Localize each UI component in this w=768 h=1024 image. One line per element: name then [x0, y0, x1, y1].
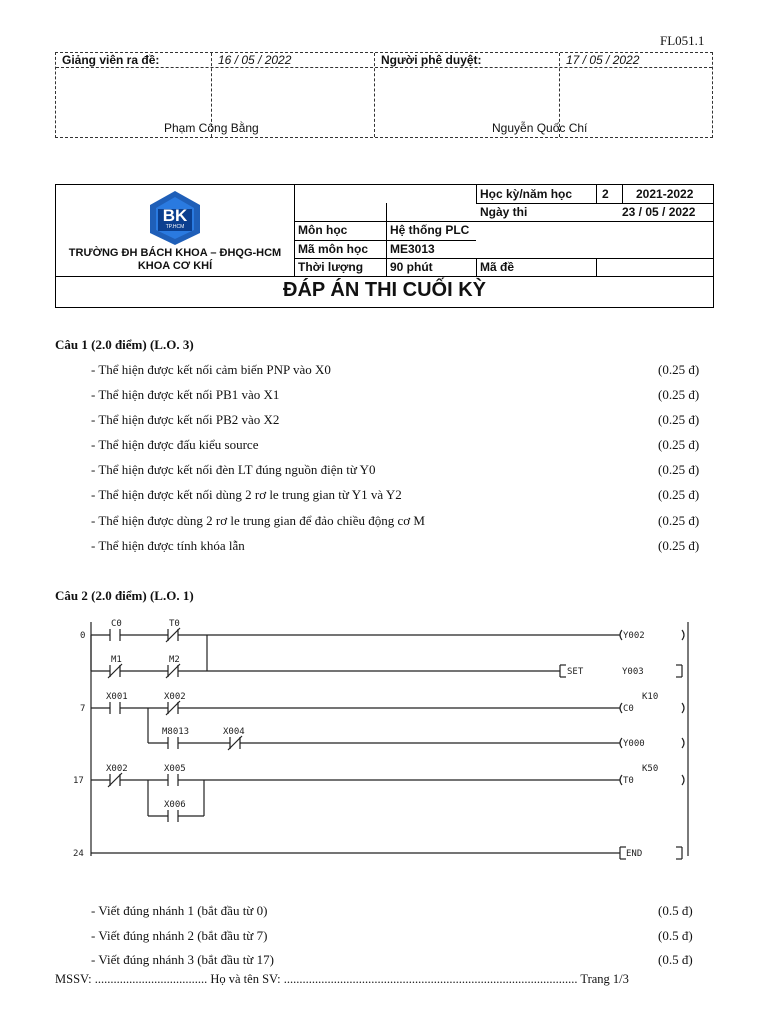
faculty-name: KHOA CƠ KHÍ: [137, 260, 213, 272]
step-number: 0: [80, 631, 86, 641]
exam-code-label: Mã đề: [480, 260, 515, 274]
document-code: FL051.1: [660, 33, 705, 48]
step-number: 17: [73, 776, 84, 786]
contact-m2: M2: [169, 655, 180, 665]
contact-t0: T0: [169, 619, 180, 629]
lecturer-name: Phạm Công Bằng: [164, 121, 259, 135]
university-name: TRƯỜNG ĐH BÁCH KHOA – ĐHQG-HCM: [68, 247, 282, 259]
contact-x005: X005: [164, 764, 186, 774]
lecturer-date: 16 / 05 / 2022: [218, 53, 292, 67]
q1-points: (0.25 đ): [658, 412, 700, 427]
q1-item: - Thể hiện được dùng 2 rơ le trung gian để đảo chiều động cơ M: [91, 513, 425, 528]
q1-item: - Thể hiện được kết nối PB2 vào X2: [91, 412, 280, 427]
q1-points: (0.25 đ): [658, 387, 700, 402]
approver-date: 17 / 05 / 2022: [566, 53, 640, 67]
exam-header-table: [55, 184, 714, 308]
instruction-set: SET: [567, 667, 584, 677]
contact-x002: X002: [164, 692, 186, 702]
q2-points: (0.5 đ): [658, 952, 693, 967]
document-title: ĐÁP ÁN THI CUỐI KỲ: [283, 279, 486, 301]
semester-value: 2: [602, 187, 609, 201]
timer-constant-k50: K50: [642, 764, 659, 774]
university-logo: [144, 189, 206, 245]
exam-date: 23 / 05 / 2022: [622, 205, 696, 219]
school-year: 2021-2022: [636, 187, 694, 201]
subject-value: Hệ thống PLC: [390, 223, 470, 237]
duration-value: 90 phút: [390, 260, 433, 274]
contact-m8013: M8013: [162, 727, 190, 737]
coil-t0: T0: [623, 776, 634, 786]
page-footer: [55, 972, 713, 987]
coil-y002: Y002: [623, 631, 645, 641]
q1-item: - Thể hiện được kết nối dùng 2 rơ le trung gian từ Y1 và Y2: [91, 487, 402, 502]
q2-item: - Viết đúng nhánh 1 (bắt đầu từ 0): [91, 903, 268, 918]
q1-points: (0.25 đ): [658, 538, 700, 553]
approver-name: Nguyễn Quốc Chí: [492, 121, 588, 135]
exam-date-label: Ngày thi: [480, 205, 528, 219]
q1-points: (0.25 đ): [658, 513, 700, 528]
q2-points: (0.5 đ): [658, 903, 693, 918]
q1-points: (0.25 đ): [658, 462, 700, 477]
contact-x006: X006: [164, 800, 186, 810]
course-code: ME3013: [390, 242, 435, 256]
counter-constant-k10: K10: [642, 692, 659, 702]
coil-c0: C0: [623, 704, 634, 714]
coil-y000: Y000: [623, 739, 645, 749]
contact-c0: C0: [111, 619, 122, 629]
q1-item: - Thể hiện được kết nối đèn LT đúng nguồn điện từ Y0: [91, 462, 376, 477]
q1-item: - Thể hiện được tính khóa lẫn: [91, 538, 245, 553]
q2-points: (0.5 đ): [658, 928, 693, 943]
q1-points: (0.25 đ): [658, 437, 700, 452]
contact-x001: X001: [106, 692, 128, 702]
q2-item: - Viết đúng nhánh 2 (bắt đầu từ 7): [91, 928, 268, 943]
approver-label: Người phê duyệt:: [381, 53, 482, 67]
instruction-end: END: [626, 849, 643, 859]
logo-text: BK: [162, 206, 188, 225]
student-name-field: Họ và tên SV: ..............................................................................................: [210, 972, 578, 986]
contact-x004: X004: [223, 727, 245, 737]
logo-subtext: TP.HCM: [165, 224, 185, 230]
set-operand-y003: Y003: [622, 667, 644, 677]
step-number: 24: [73, 849, 84, 859]
step-number: 7: [80, 704, 86, 714]
subject-label: Môn học: [298, 223, 348, 237]
q1-item: - Thể hiện được kết nối cảm biến PNP vào X0: [91, 362, 331, 377]
q1-item: - Thể hiện được kết nối PB1 vào X1: [91, 387, 280, 402]
q1-points: (0.25 đ): [658, 487, 700, 502]
duration-label: Thời lượng: [298, 260, 364, 274]
approval-box: [55, 52, 713, 138]
contact-m1: M1: [111, 655, 122, 665]
question-1-heading: Câu 1 (2.0 điểm) (L.O. 3): [55, 337, 194, 352]
contact-x002-nc: X002: [106, 764, 128, 774]
q1-item: - Thể hiện được đấu kiểu source: [91, 437, 259, 452]
q1-points: (0.25 đ): [658, 362, 700, 377]
question-2-heading: Câu 2 (2.0 điểm) (L.O. 1): [55, 588, 194, 603]
q2-item: - Viết đúng nhánh 3 (bắt đầu từ 17): [91, 952, 274, 967]
student-id-field: MSSV: ....................................: [55, 972, 208, 986]
semester-label: Học kỳ/năm học: [480, 187, 573, 201]
ladder-diagram: [70, 612, 700, 872]
lecturer-label: Giảng viên ra đề:: [62, 53, 160, 67]
page-number: Trang 1/3: [580, 972, 629, 986]
course-code-label: Mã môn học: [298, 242, 369, 256]
